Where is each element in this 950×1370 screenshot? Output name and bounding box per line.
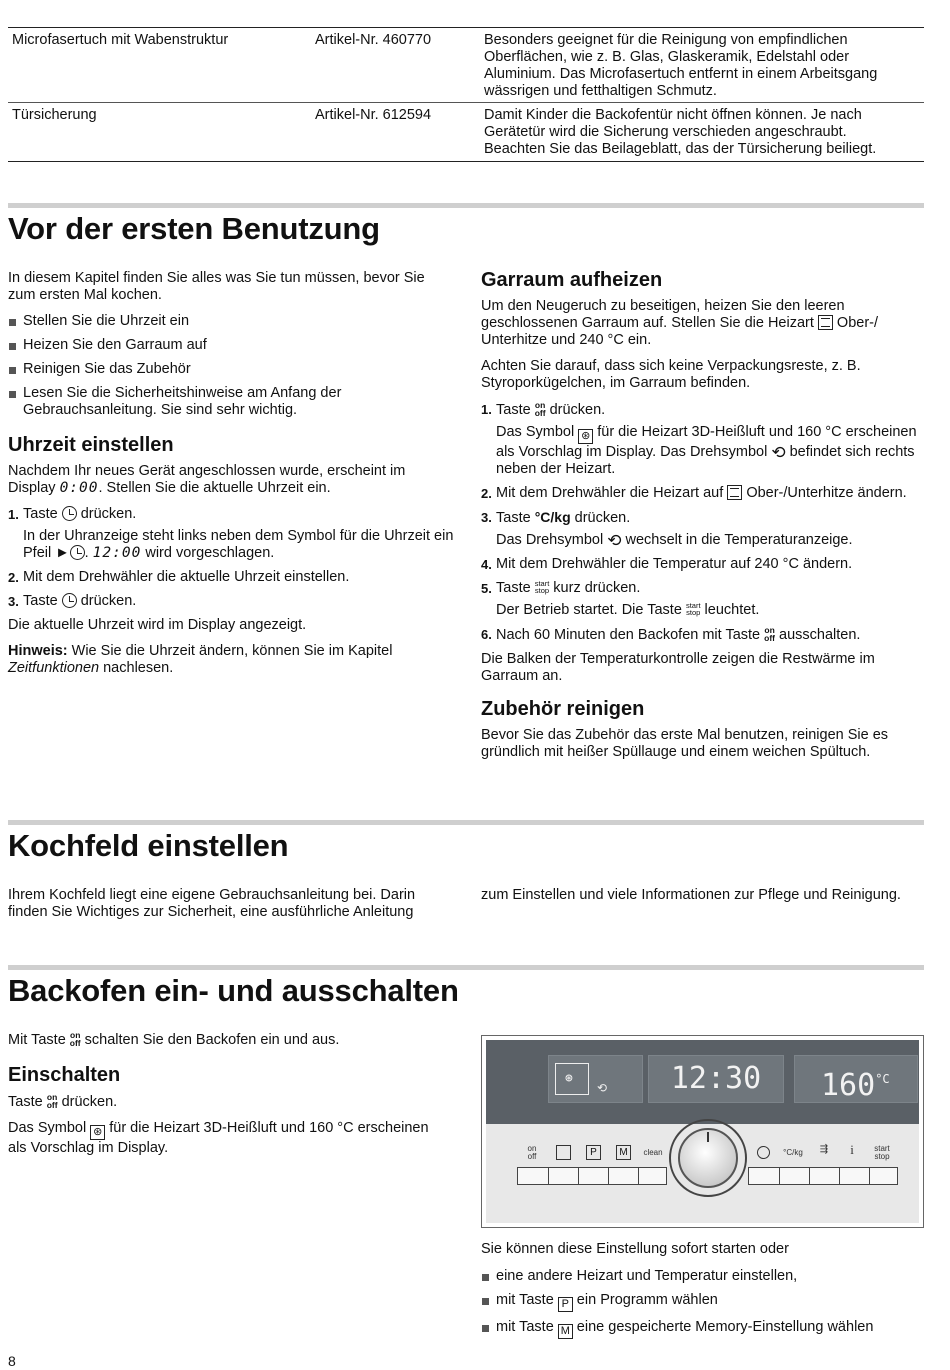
clock-icon bbox=[70, 545, 85, 560]
on-off-key-icon: on off bbox=[764, 625, 775, 643]
clock-icon bbox=[62, 593, 77, 608]
paragraph: Taste on off drücken. bbox=[8, 1092, 118, 1110]
section-title: Backofen ein- und ausschalten bbox=[8, 973, 459, 1008]
step: 1. Taste drücken. In der Uhranzeige steht links neben dem Symbol für die Uhrzeit ein Pfeil ► . 12:00 wird vorgeschlagen. bbox=[8, 506, 454, 561]
bullet-list bbox=[481, 1268, 927, 1339]
left-column bbox=[8, 270, 454, 686]
table-cell-article: Artikel-Nr. 460770 bbox=[315, 32, 432, 48]
table-bottom-rule bbox=[8, 161, 924, 162]
subheading: Zubehör reinigen bbox=[481, 698, 645, 720]
start-stop-key-icon: start stop bbox=[534, 579, 550, 595]
page-number: 8 bbox=[8, 1353, 16, 1369]
top-bottom-heat-icon bbox=[818, 315, 833, 330]
temp-weight-key-icon: °C/kg bbox=[534, 509, 571, 525]
table-cell-name: Türsicherung bbox=[12, 107, 97, 123]
program-key-icon: P bbox=[558, 1297, 573, 1312]
list-item: mit Taste P ein Programm wählen bbox=[481, 1292, 927, 1312]
section-bar bbox=[8, 203, 924, 208]
heat-type-display bbox=[548, 1055, 643, 1103]
section-title: Vor der ersten Benutzung bbox=[8, 211, 380, 246]
table-cell-desc: Besonders geeignet für die Reinigung von empfindlichen Oberflächen, wie z. B. Glas, Glaskeramik, Edelstahl oder Aluminium. Das Microfasertuch entfernt in einem Arbeitsgang wässrigen und fetthaltigen Schmutz. bbox=[484, 32, 878, 99]
on-off-label: on off bbox=[527, 1144, 537, 1161]
section-title: Kochfeld einstellen bbox=[8, 828, 289, 863]
paragraph: Bevor Sie das Zubehör das erste Mal benutzen, reinigen Sie es gründlich mit heißer Spüllauge und einem weichen Spültuch. bbox=[481, 727, 889, 760]
list-item: eine andere Heizart und Temperatur einstellen, bbox=[481, 1268, 927, 1285]
time-display: 12:30 bbox=[648, 1055, 784, 1103]
list-item: mit Taste M eine gespeicherte Memory-Einstellung wählen bbox=[481, 1319, 927, 1339]
section-bar bbox=[8, 820, 924, 825]
temp-weight-label: °C/kg bbox=[783, 1148, 803, 1157]
temperature-display: $160^{^\circ C}$ bbox=[794, 1055, 918, 1103]
subheading: Uhrzeit einstellen bbox=[8, 434, 174, 456]
list-item: Heizen Sie den Garraum auf bbox=[8, 337, 454, 354]
clock-icon bbox=[757, 1146, 770, 1159]
list-item: Reinigen Sie das Zubehör bbox=[8, 361, 454, 378]
table-cell-article: Artikel-Nr. 612594 bbox=[315, 107, 432, 123]
start-stop-key-icon: start stop bbox=[685, 601, 701, 617]
panel-display-area bbox=[486, 1040, 919, 1124]
section-bar bbox=[8, 965, 924, 970]
hint: Hinweis: Wie Sie die Uhrzeit ändern, können Sie im Kapitel Zeitfunktionen nachlesen. bbox=[8, 643, 393, 676]
clean-label: clean bbox=[643, 1148, 663, 1157]
step: 4. Mit dem Drehwähler die Temperatur auf 240 °C ändern. bbox=[481, 556, 853, 572]
right-key-strip[interactable] bbox=[748, 1167, 898, 1185]
step: 2. Mit dem Drehwähler die Heizart auf Ober-/Unterhitze ändern. bbox=[481, 485, 907, 501]
right-column bbox=[481, 1241, 927, 1347]
on-off-key-icon: on off bbox=[69, 1030, 81, 1048]
clock-icon bbox=[62, 506, 77, 521]
hot-air-3d-icon: ⊛ bbox=[90, 1125, 105, 1140]
step: 6. Nach 60 Minuten den Backofen mit Taste on off ausschalten. bbox=[481, 625, 861, 643]
memory-label: M bbox=[616, 1145, 631, 1160]
paragraph: Nachdem Ihr neues Gerät angeschlossen wurde, erscheint im Display 0:00. Stellen Sie die aktuelle Uhrzeit ein. bbox=[8, 463, 406, 496]
subheading: Garraum aufheizen bbox=[481, 269, 663, 291]
memory-key-icon: M bbox=[558, 1324, 573, 1339]
step: 2. Mit dem Drehwähler die aktuelle Uhrzeit einstellen. bbox=[8, 569, 350, 585]
rotate-icon: ⟲ bbox=[607, 531, 622, 550]
info-label: i bbox=[850, 1142, 854, 1157]
rotate-icon: ⟲ bbox=[597, 1081, 608, 1095]
subheading: Einschalten bbox=[8, 1064, 121, 1086]
list-item: Lesen Sie die Sicherheitshinweise am Anfang der Gebrauchsanleitung. Sie sind sehr wichtig. bbox=[8, 385, 454, 419]
step: 3. Taste drücken. bbox=[8, 593, 137, 609]
paragraph: Um den Neugeruch zu beseitigen, heizen Sie den leeren geschlossenen Garraum auf. Stellen Sie die Heizart Ober-/ Unterhitze und 240 °C ein. bbox=[481, 298, 879, 348]
display-segment: 0:00 bbox=[59, 480, 99, 496]
paragraph: Die Balken der Temperaturkontrolle zeigen die Restwärme im Garraum an. bbox=[481, 651, 875, 684]
left-column bbox=[8, 1031, 448, 1166]
paragraph: Mit Taste on off schalten Sie den Backofen ein und aus. bbox=[8, 1030, 340, 1048]
list-item: Stellen Sie die Uhrzeit ein bbox=[8, 313, 454, 330]
display-segment: 12:00 bbox=[92, 545, 142, 561]
quick-heat-icon: ⇶ bbox=[819, 1144, 829, 1155]
table-row-divider bbox=[8, 102, 924, 103]
step: 5. Taste start stop kurz drücken. Der Betrieb startet. Die Taste start stop leuchtet. bbox=[481, 579, 760, 618]
top-bottom-heat-icon bbox=[556, 1145, 571, 1160]
rotate-icon: ⟲ bbox=[771, 443, 786, 462]
paragraph: Ihrem Kochfeld liegt eine eigene Gebrauchsanleitung bei. Darin finden Sie Wichtiges zur Sicherheit, eine ausführliche Anleitung bbox=[8, 887, 416, 920]
table-cell-name: Microfasertuch mit Wabenstruktur bbox=[12, 32, 229, 48]
hot-air-3d-icon: ⊛ bbox=[578, 429, 593, 444]
right-column bbox=[481, 268, 927, 770]
paragraph: zum Einstellen und viele Informationen zur Pflege und Reinigung. bbox=[481, 887, 901, 903]
intro-text: In diesem Kapitel finden Sie alles was Sie tun müssen, bevor Sie zum ersten Mal kochen. bbox=[8, 270, 425, 303]
hot-air-3d-icon: ⊛ bbox=[565, 1071, 573, 1086]
table-cell-desc: Damit Kinder die Backofentür nicht öffnen können. Je nach Gerätetür wird die Sicherung verschieden angeschraubt. Beachten Sie das Beilageblatt, das der Türsicherung beiliegt. bbox=[484, 107, 877, 157]
paragraph: Achten Sie darauf, dass sich keine Verpackungsreste, z. B. Styroporkügelchen, im Garraum befinden. bbox=[481, 358, 861, 391]
program-label: P bbox=[586, 1145, 601, 1160]
paragraph: Das Symbol ⊛ für die Heizart 3D-Heißluft und 160 °C erscheinen als Vorschlag im Display. bbox=[8, 1120, 429, 1156]
start-stop-label: start stop bbox=[874, 1144, 890, 1161]
on-off-key-icon: on off bbox=[46, 1092, 58, 1110]
bullet-list bbox=[8, 313, 454, 419]
left-key-strip[interactable] bbox=[517, 1167, 667, 1185]
step: 3. Taste °C/kg drücken. Das Drehsymbol ⟲ wechselt in die Temperaturanzeige. bbox=[481, 509, 853, 550]
top-bottom-heat-icon bbox=[727, 485, 742, 500]
paragraph: Die aktuelle Uhrzeit wird im Display angezeigt. bbox=[8, 617, 307, 633]
step: 1. Taste on off drücken. Das Symbol ⊛ für die Heizart 3D-Heißluft und 160 °C erscheinen als Vorschlag im Display. Das Drehsymbol ⟲ befindet sich rechts neben der Heizart. bbox=[481, 400, 917, 477]
knob-indicator bbox=[707, 1132, 709, 1142]
on-off-key-icon: on off bbox=[534, 400, 546, 418]
paragraph: Sie können diese Einstellung sofort starten oder bbox=[481, 1241, 789, 1257]
table-top-rule bbox=[8, 27, 924, 28]
